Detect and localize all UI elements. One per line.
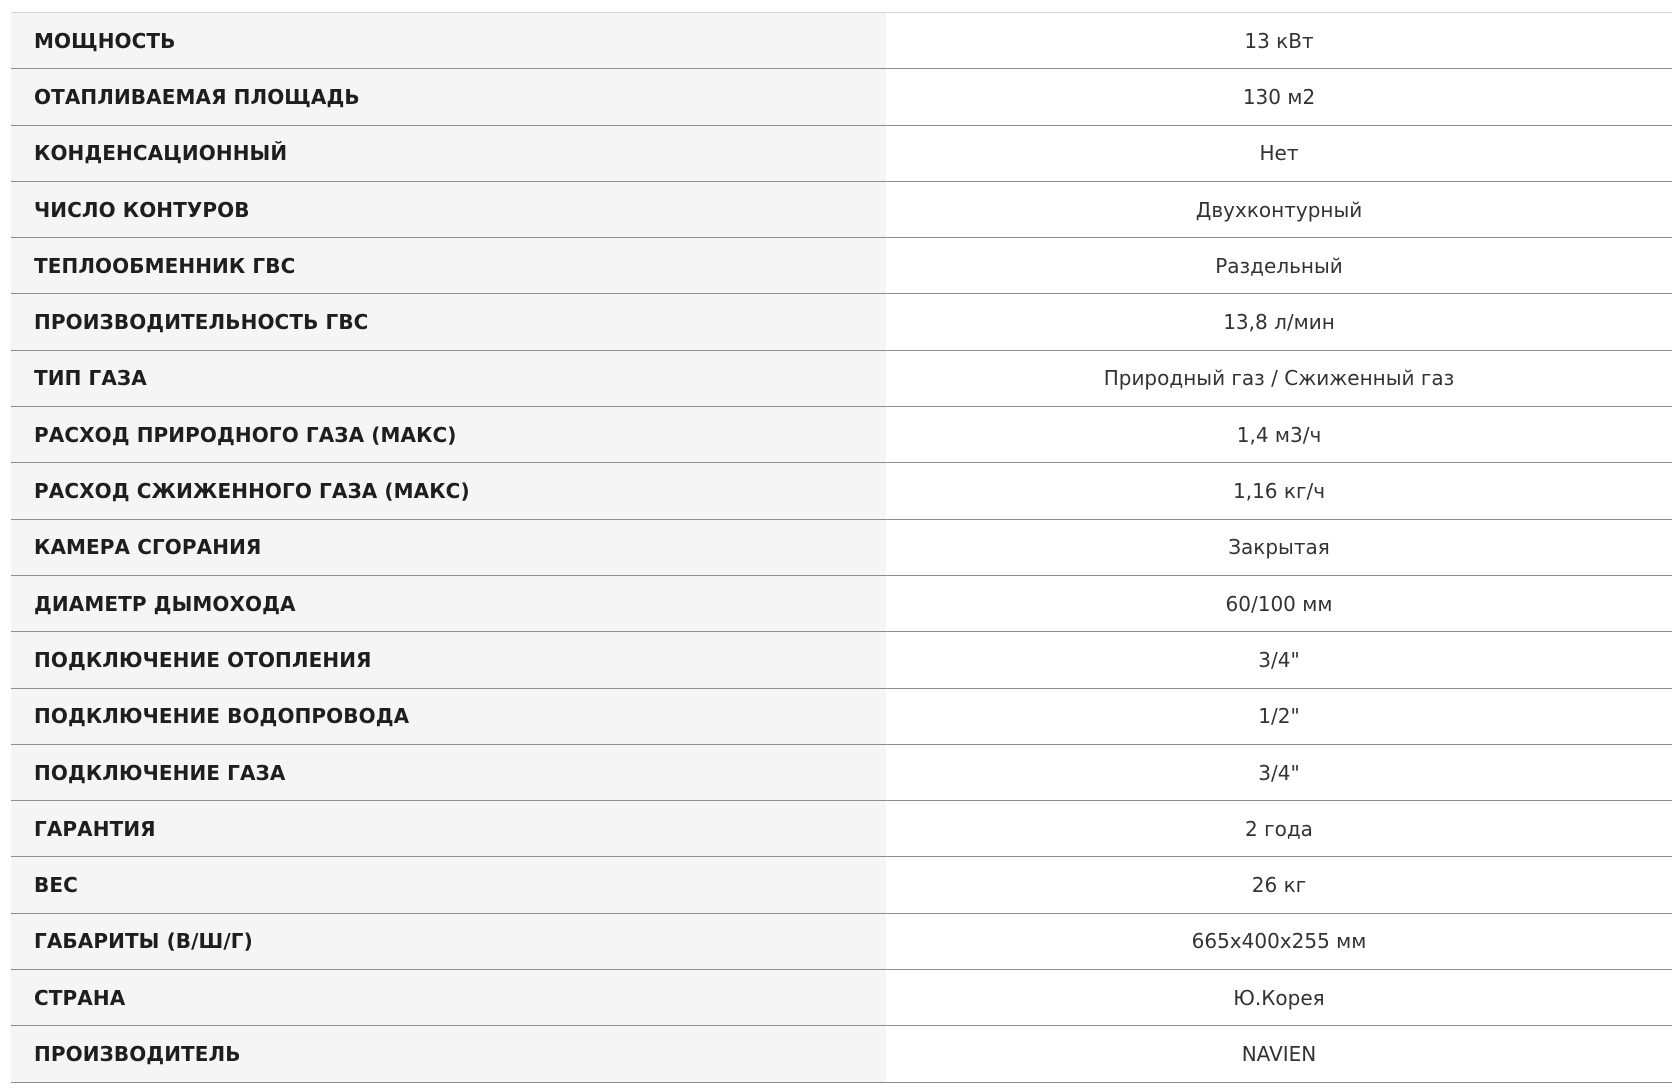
spec-row-gas-connection	[11, 745, 1672, 801]
spec-value: 665x400x255 мм	[886, 914, 1672, 969]
spec-name: КОНДЕНСАЦИОННЫЙ	[11, 126, 886, 181]
spec-value: Закрытая	[886, 520, 1672, 575]
spec-value: 13 кВт	[886, 13, 1672, 68]
spec-row-gas-type	[11, 351, 1672, 407]
spec-name: ПОДКЛЮЧЕНИЕ ГАЗА	[11, 745, 886, 800]
spec-name: ТИП ГАЗА	[11, 351, 886, 406]
spec-row-dhw-capacity	[11, 294, 1672, 350]
spec-value: Природный газ / Сжиженный газ	[886, 351, 1672, 406]
spec-name: ПРОИЗВОДИТЕЛЬНОСТЬ ГВС	[11, 294, 886, 349]
spec-value: 2 года	[886, 801, 1672, 856]
spec-row-natural-gas-consumption	[11, 407, 1672, 463]
spec-name: ГАБАРИТЫ (В/Ш/Г)	[11, 914, 886, 969]
specs-table	[11, 12, 1672, 1083]
spec-value: Нет	[886, 126, 1672, 181]
spec-name: ВЕС	[11, 857, 886, 912]
spec-name: ТЕПЛООБМЕННИК ГВС	[11, 238, 886, 293]
spec-row-combustion-chamber	[11, 520, 1672, 576]
spec-name: РАСХОД СЖИЖЕННОГО ГАЗА (МАКС)	[11, 463, 886, 518]
spec-row-lpg-consumption	[11, 463, 1672, 519]
spec-row-condensing	[11, 126, 1672, 182]
spec-name: КАМЕРА СГОРАНИЯ	[11, 520, 886, 575]
spec-row-heating-connection	[11, 632, 1672, 688]
spec-value: 3/4"	[886, 632, 1672, 687]
spec-name: ПРОИЗВОДИТЕЛЬ	[11, 1026, 886, 1081]
spec-value: NAVIEN	[886, 1026, 1672, 1081]
spec-value: Раздельный	[886, 238, 1672, 293]
spec-name: ГАРАНТИЯ	[11, 801, 886, 856]
spec-value: 1,16 кг/ч	[886, 463, 1672, 518]
spec-row-manufacturer	[11, 1026, 1672, 1082]
spec-row-water-connection	[11, 689, 1672, 745]
spec-row-warranty	[11, 801, 1672, 857]
spec-name: СТРАНА	[11, 970, 886, 1025]
spec-row-heated-area	[11, 69, 1672, 125]
spec-value: 130 м2	[886, 69, 1672, 124]
spec-row-weight	[11, 857, 1672, 913]
spec-value: 1,4 м3/ч	[886, 407, 1672, 462]
spec-value: Двухконтурный	[886, 182, 1672, 237]
spec-row-dimensions	[11, 914, 1672, 970]
spec-name: ПОДКЛЮЧЕНИЕ ВОДОПРОВОДА	[11, 689, 886, 744]
spec-name: ПОДКЛЮЧЕНИЕ ОТОПЛЕНИЯ	[11, 632, 886, 687]
spec-row-circuits	[11, 182, 1672, 238]
spec-value: 3/4"	[886, 745, 1672, 800]
spec-value: 26 кг	[886, 857, 1672, 912]
spec-name: ДИАМЕТР ДЫМОХОДА	[11, 576, 886, 631]
spec-value: 13,8 л/мин	[886, 294, 1672, 349]
spec-name: РАСХОД ПРИРОДНОГО ГАЗА (МАКС)	[11, 407, 886, 462]
spec-value: Ю.Корея	[886, 970, 1672, 1025]
spec-name: МОЩНОСТЬ	[11, 13, 886, 68]
spec-row-power	[11, 13, 1672, 69]
spec-value: 1/2"	[886, 689, 1672, 744]
spec-value: 60/100 мм	[886, 576, 1672, 631]
spec-name: ЧИСЛО КОНТУРОВ	[11, 182, 886, 237]
spec-row-dhw-exchanger	[11, 238, 1672, 294]
spec-row-country	[11, 970, 1672, 1026]
spec-name: ОТАПЛИВАЕМАЯ ПЛОЩАДЬ	[11, 69, 886, 124]
spec-row-flue-diameter	[11, 576, 1672, 632]
